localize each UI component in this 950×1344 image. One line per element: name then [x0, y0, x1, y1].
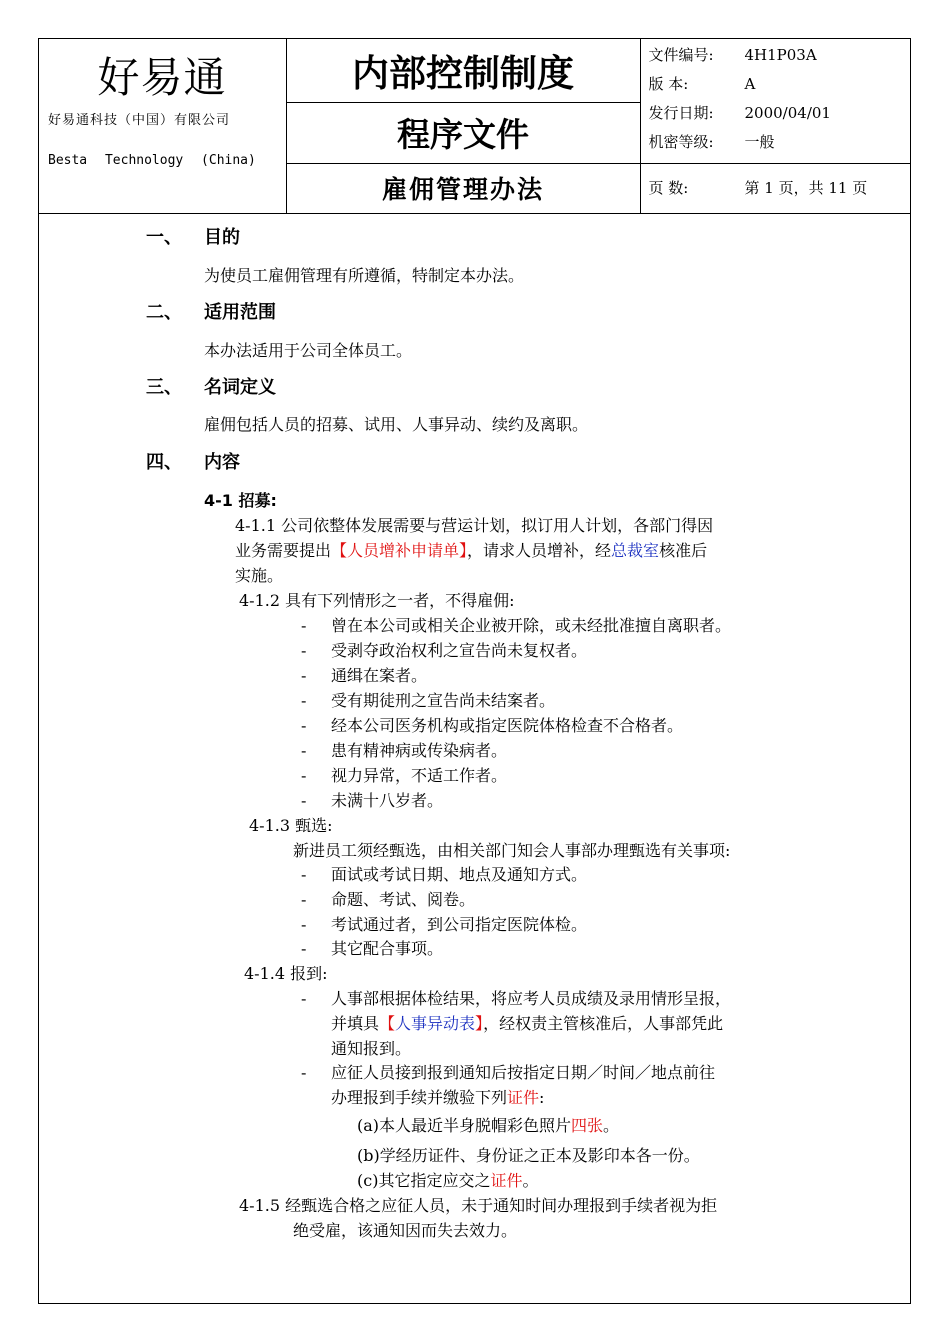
section-number: 四、: [146, 452, 182, 473]
section-number: 一、: [146, 227, 182, 248]
list-bullet: -: [301, 915, 307, 934]
list-item: 考试通过者，到公司指定医院体检。: [331, 915, 588, 934]
list-bullet: -: [301, 666, 307, 685]
company-name-en: Besta Technology (China): [48, 153, 256, 168]
section-body: 本办法适用于公司全体员工。: [204, 341, 413, 360]
list-item-line: 通知报到。: [331, 1039, 412, 1058]
clause-intro: 新进员工须经甄选，由相关部门知会人事部办理甄选有关事项:: [293, 841, 731, 860]
section-heading: 内容: [204, 452, 240, 473]
clause-line: 绝受雇，该通知因而失去效力。: [293, 1221, 518, 1240]
meta-label: 版 本:: [648, 75, 689, 93]
section-heading: 名词定义: [204, 377, 276, 398]
list-bullet: -: [301, 766, 307, 785]
list-item: 命题、考试、阅卷。: [331, 890, 476, 909]
list-item: 患有精神病或传染病者。: [331, 741, 508, 760]
issue-date: 2000/04/01: [744, 104, 831, 122]
sub-item: (a)本人最近半身脱帽彩色照片四张。: [357, 1116, 620, 1135]
company-name-cn: 好易通科技（中国）有限公司: [48, 113, 231, 128]
list-item: 面试或考试日期、地点及通知方式。: [331, 865, 588, 884]
meta-label: 文件编号:: [648, 46, 714, 64]
section-body: 雇佣包括人员的招募、试用、人事异动、续约及离职。: [204, 415, 589, 434]
clause-line: 4-1.1 公司依整体发展需要与营运计划，拟订用人计划，各部门得因: [235, 516, 714, 535]
clause-title: 4-1.3 甄选:: [249, 816, 333, 835]
documents-term: 证件: [507, 1088, 540, 1107]
page-count: 第 1 页，共 11 页: [744, 178, 868, 197]
list-bullet: -: [301, 641, 307, 660]
doc-title-topic: 雇佣管理办法: [286, 163, 640, 213]
list-item: 经本公司医务机构或指定医院体格检查不合格者。: [331, 716, 684, 735]
doc-title-sub: 程序文件: [286, 102, 640, 163]
list-bullet: -: [301, 1063, 307, 1082]
company-logo: 好易通: [97, 53, 227, 102]
list-bullet: -: [301, 890, 307, 909]
list-bullet: -: [301, 939, 307, 958]
list-item: 通缉在案者。: [331, 666, 428, 685]
list-bullet: -: [301, 791, 307, 810]
approver: 总裁室: [611, 541, 660, 560]
clause-title: 4-1.2 具有下列情形之一者，不得雇佣:: [239, 591, 515, 610]
meta-label: 页 数:: [648, 178, 689, 197]
list-item-line: 并填具【人事异动表】，经权责主管核准后，人事部凭此: [331, 1014, 724, 1033]
clause-line: 4-1.5 经甄选合格之应征人员，未于通知时间办理报到手续者视为拒: [239, 1196, 718, 1215]
list-bullet: -: [301, 691, 307, 710]
list-item: 曾在本公司或相关企业被开除，或未经批准擅自离职者。: [331, 616, 732, 635]
sub-item: (b)学经历证件、身份证之正本及影印本各一份。: [357, 1146, 700, 1165]
form-name: 人事异动表: [395, 1014, 476, 1033]
section-body: 为使员工雇佣管理有所遵循，特制定本办法。: [204, 266, 525, 285]
clause-title: 4-1.4 报到:: [244, 964, 328, 983]
doc-title-main: 内部控制制度: [286, 39, 640, 102]
confidentiality-level: 一般: [744, 133, 775, 151]
clause-line: 业务需要提出【人员增补申请单】，请求人员增补，经总裁室核准后: [235, 541, 708, 560]
meta-label: 机密等级:: [648, 133, 714, 151]
list-item: 未满十八岁者。: [331, 791, 444, 810]
doc-meta: [640, 39, 910, 163]
list-item: 受有期徒刑之宣告尚未结案者。: [331, 691, 556, 710]
list-bullet: -: [301, 616, 307, 635]
company-cell: [39, 39, 286, 213]
list-bullet: -: [301, 741, 307, 760]
doc-number: 4H1P03A: [744, 46, 817, 64]
section-number: 二、: [146, 302, 182, 323]
list-bullet: -: [301, 716, 307, 735]
list-item-line: 办理报到手续并缴验下列证件:: [331, 1088, 545, 1107]
meta-label: 发行日期:: [648, 104, 714, 122]
list-bullet: -: [301, 865, 307, 884]
list-item: 受剥夺政治权利之宣告尚未复权者。: [331, 641, 588, 660]
list-item: 视力异常，不适工作者。: [331, 766, 508, 785]
document-header: [39, 39, 910, 214]
page-count-cell: [640, 163, 910, 213]
section-heading: 目的: [204, 227, 240, 248]
clause-line: 实施。: [235, 566, 284, 585]
list-item: 应征人员接到报到通知后按指定日期／时间／地点前往: [331, 1063, 716, 1082]
section-number: 三、: [146, 377, 182, 398]
subsection-heading: 4-1 招募:: [204, 491, 277, 510]
page-frame: [38, 38, 911, 1304]
list-item: 人事部根据体检结果，将应考人员成绩及录用情形呈报，: [331, 989, 732, 1008]
form-name: 【人员增补申请单】: [331, 541, 468, 560]
sub-item: (c)其它指定应交之证件。: [357, 1171, 539, 1190]
list-bullet: -: [301, 989, 307, 1008]
doc-version: A: [744, 75, 756, 93]
list-item: 其它配合事项。: [331, 939, 444, 958]
section-heading: 适用范围: [204, 302, 276, 323]
